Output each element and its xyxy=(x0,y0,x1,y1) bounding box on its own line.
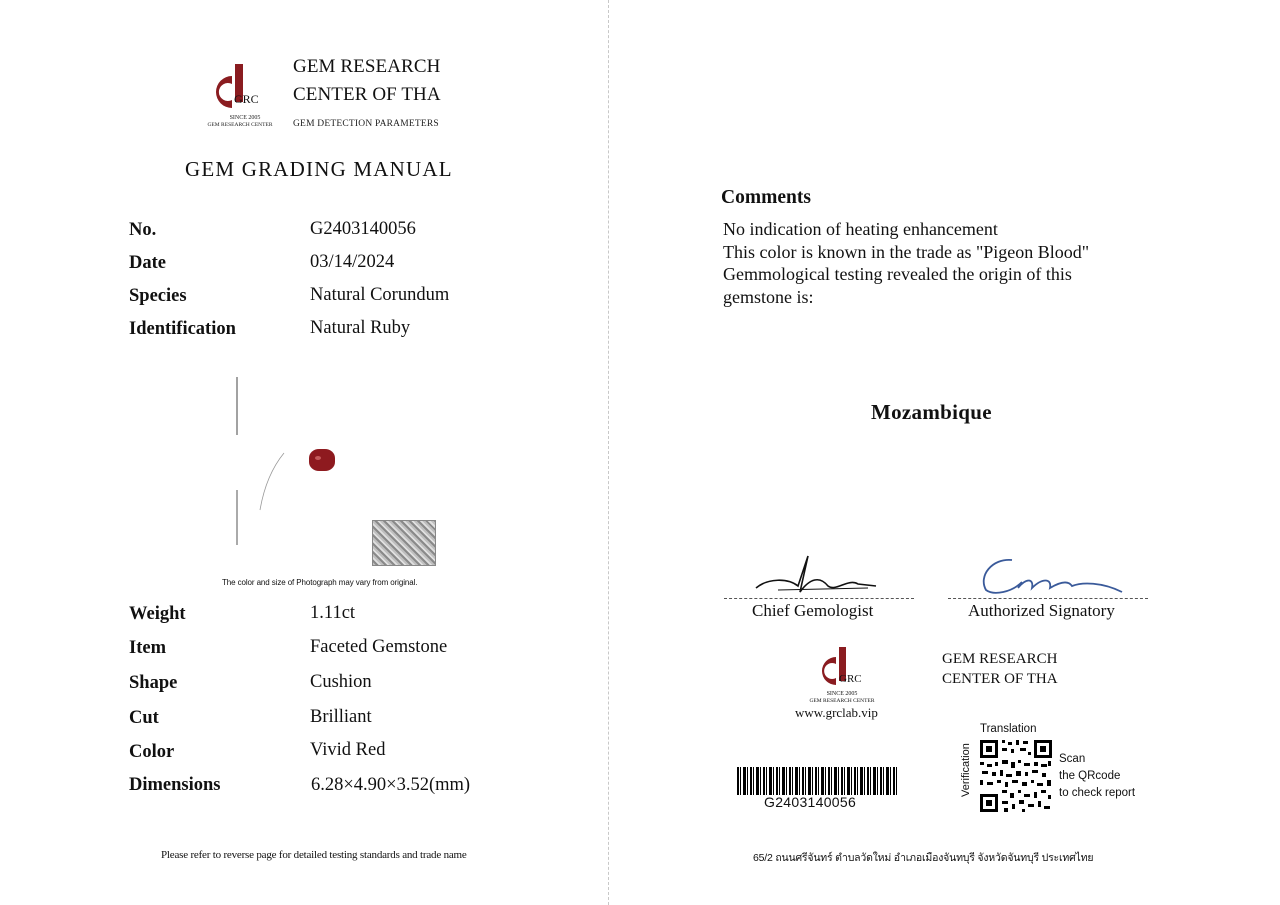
field-value-weight: 1.11ct xyxy=(310,603,356,623)
field-value-date: 03/14/2024 xyxy=(310,252,395,272)
comment-line: gemstone is: xyxy=(723,286,814,307)
org-subtitle: GEM DETECTION PARAMETERS xyxy=(293,119,439,129)
field-value-identification: Natural Ruby xyxy=(310,318,411,338)
chief-gemologist-label: Chief Gemologist xyxy=(752,601,874,620)
field-label-color: Color xyxy=(129,742,175,762)
field-label-date: Date xyxy=(129,253,166,273)
hologram-sticker xyxy=(372,520,436,566)
lab-website[interactable]: www.grclab.vip xyxy=(795,705,878,720)
document-title: GEM GRADING MANUAL xyxy=(185,157,453,181)
logo-text: GRC xyxy=(234,92,259,106)
grc-lab-logo xyxy=(806,645,878,711)
barcode xyxy=(737,767,899,795)
org-name-line2: CENTER OF THA xyxy=(293,84,441,105)
field-value-shape: Cushion xyxy=(310,672,372,692)
fold-line xyxy=(608,0,609,905)
qr-instruction-line: Scan xyxy=(1059,753,1086,765)
qr-verification-label: Verification xyxy=(960,743,972,797)
gem-photo-area xyxy=(230,375,450,550)
field-value-item: Faceted Gemstone xyxy=(310,637,448,657)
lab-org-line1: GEM RESEARCH xyxy=(942,651,1058,667)
field-value-no: G2403140056 xyxy=(310,219,416,239)
barcode-bars xyxy=(737,767,899,795)
field-value-dimensions: 6.28×4.90×3.52(mm) xyxy=(311,775,471,795)
photo-note: The color and size of Photograph may vary from original. xyxy=(222,578,418,587)
signature-line-right xyxy=(948,598,1148,599)
comment-line: This color is known in the trade as "Pigeon Blood" xyxy=(723,241,1090,262)
qr-code[interactable] xyxy=(978,738,1054,814)
field-label-species: Species xyxy=(129,286,187,306)
authorized-signatory-label: Authorized Signatory xyxy=(968,601,1115,620)
logo-since: SINCE 2005 xyxy=(229,115,261,121)
authorized-signatory-signature xyxy=(972,552,1132,598)
lab-org-line2: CENTER OF THA xyxy=(942,671,1058,687)
field-label-shape: Shape xyxy=(129,673,178,693)
field-label-identification: Identification xyxy=(129,319,236,339)
lab-logo-since: SINCE 2005 xyxy=(826,691,858,697)
org-name-line1: GEM RESEARCH xyxy=(293,56,441,77)
qr-code-icon xyxy=(978,738,1054,814)
field-value-species: Natural Corundum xyxy=(310,285,450,305)
field-label-cut: Cut xyxy=(129,708,159,728)
field-value-cut: Brilliant xyxy=(310,707,372,727)
lab-logo-center: GEM RESEARCH CENTER xyxy=(809,698,875,704)
signature-line-left xyxy=(724,598,914,599)
field-label-item: Item xyxy=(129,638,166,658)
comments-body xyxy=(723,218,1089,308)
left-footer-note: Please refer to reverse page for detailed testing standards and trade name xyxy=(161,849,467,861)
field-label-dimensions: Dimensions xyxy=(129,775,221,795)
field-value-color: Vivid Red xyxy=(310,740,386,760)
origin-country: Mozambique xyxy=(871,400,992,424)
barcode-number: G2403140056 xyxy=(764,794,857,810)
logo-center: GEM RESEARCH CENTER xyxy=(207,122,273,128)
qr-translation-label: Translation xyxy=(980,723,1037,735)
comment-line: Gemmological testing revealed the origin of this xyxy=(723,264,1072,284)
field-label-no: No. xyxy=(129,220,157,240)
right-footer-address: 65/2 ถนนศรีจันทร์ ตำบลวัดใหม่ อำเภอเมืองจันทบุรี จังหวัดจันทบุรี ประเทศไทย xyxy=(753,852,1094,864)
qr-instruction-line: the QRcode xyxy=(1059,770,1121,782)
ruby-gem-icon xyxy=(308,448,336,472)
qr-instructions xyxy=(1059,751,1135,802)
comment-line: No indication of heating enhancement xyxy=(723,219,998,239)
chief-gemologist-signature xyxy=(748,548,888,598)
qr-instruction-line: to check report xyxy=(1059,787,1136,799)
comments-heading: Comments xyxy=(721,187,811,208)
grc-logo xyxy=(204,62,276,132)
lab-logo-text: GRC xyxy=(839,673,862,685)
field-label-weight: Weight xyxy=(129,604,186,624)
